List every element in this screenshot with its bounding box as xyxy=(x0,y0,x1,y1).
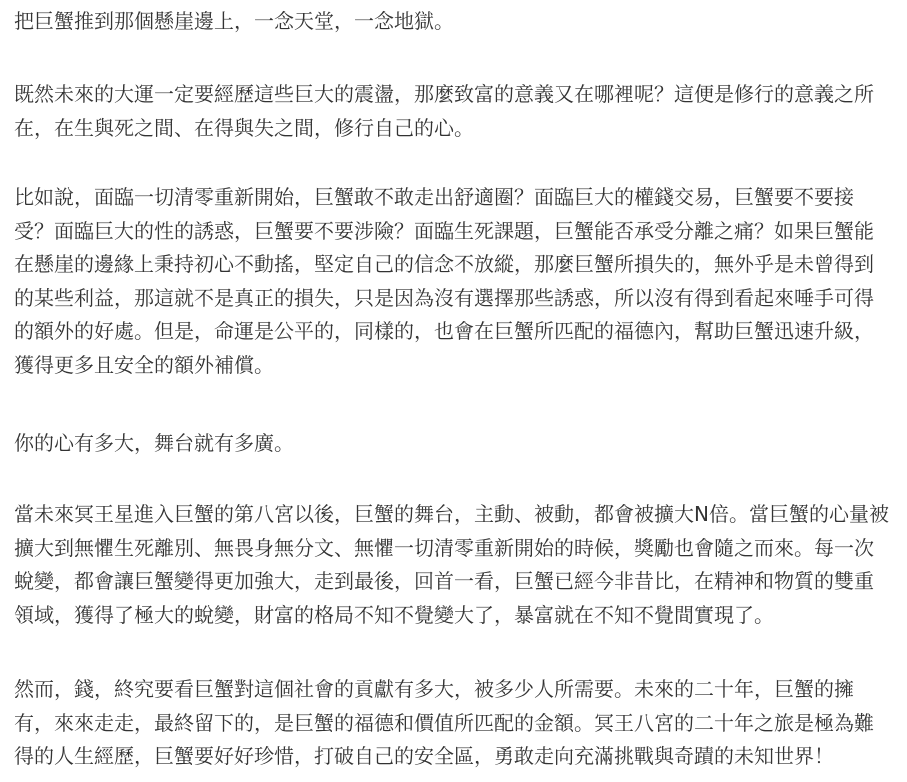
text-line: 既然未來的大運一定要經歷這些巨大的震盪，那麼致富的意義又在哪裡呢？這便是修行的意義之所 xyxy=(14,82,874,106)
text-line: 你的心有多大，舞台就有多廣。 xyxy=(14,431,294,455)
text-line: 受？面臨巨大的性的誘惑，巨蟹要不要涉險？面臨生死課題，巨蟹能否承受分離之痛？如果巨蟹能 xyxy=(14,218,874,243)
paragraph xyxy=(14,427,294,461)
text-line: 把巨蟹推到那個懸崖邊上，一念天堂，一念地獄。 xyxy=(14,9,454,33)
paragraph xyxy=(14,498,889,632)
text-line: 比如說，面臨一切清零重新開始，巨蟹敢不敢走出舒適圈？面臨巨大的權錢交易，巨蟹要不要接 xyxy=(14,185,854,209)
text-line: 有，來來走走，最終留下的，是巨蟹的福德和價值所匹配的金額。冥王八宮的二十年之旅是極為難 xyxy=(14,710,874,735)
paragraph xyxy=(14,5,454,39)
text-line: 當未來冥王星進入巨蟹的第八宮以後，巨蟹的舞台，主動、被動，都會被擴大N倍。當巨蟹的心量被 xyxy=(14,502,889,526)
text-line: 在，在生與死之間、在得與失之間，修行自己的心。 xyxy=(14,115,474,140)
text-line: 擴大到無懼生死離別、無畏身無分文、無懼一切清零重新開始的時候，獎勵也會隨之而來。每一次 xyxy=(14,535,874,560)
paragraph xyxy=(14,673,874,774)
text-line: 的額外的好處。但是，命運是公平的，同樣的，也會在巨蟹所匹配的福德內，幫助巨蟹迅速升級， xyxy=(14,319,874,344)
text-line: 在懸崖的邊緣上秉持初心不動搖，堅定自己的信念不放縱，那麼巨蟹所損失的，無外乎是未曾得到 xyxy=(14,252,874,277)
paragraph xyxy=(14,78,874,145)
paragraph xyxy=(14,181,874,383)
text-line: 的某些利益，那這就不是真正的損失，只是因為沒有選擇那些誘惑，所以沒有得到看起來唾手可得 xyxy=(14,285,874,310)
text-line: 蛻變，都會讓巨蟹變得更加強大，走到最後，回首一看，巨蟹已經今非昔比，在精神和物質的雙重 xyxy=(14,569,874,594)
text-line: 領域，獲得了極大的蛻變，財富的格局不知不覺變大了，暴富就在不知不覺間實現了。 xyxy=(14,602,774,627)
text-line: 然而，錢，終究要看巨蟹對這個社會的貢獻有多大，被多少人所需要。未來的二十年，巨蟹的擁 xyxy=(14,677,854,701)
text-line: 得的人生經歷，巨蟹要好好珍惜，打破自己的安全區，勇敢走向充滿挑戰與奇蹟的未知世界！ xyxy=(14,744,834,769)
text-line: 獲得更多且安全的額外補償。 xyxy=(14,352,274,377)
